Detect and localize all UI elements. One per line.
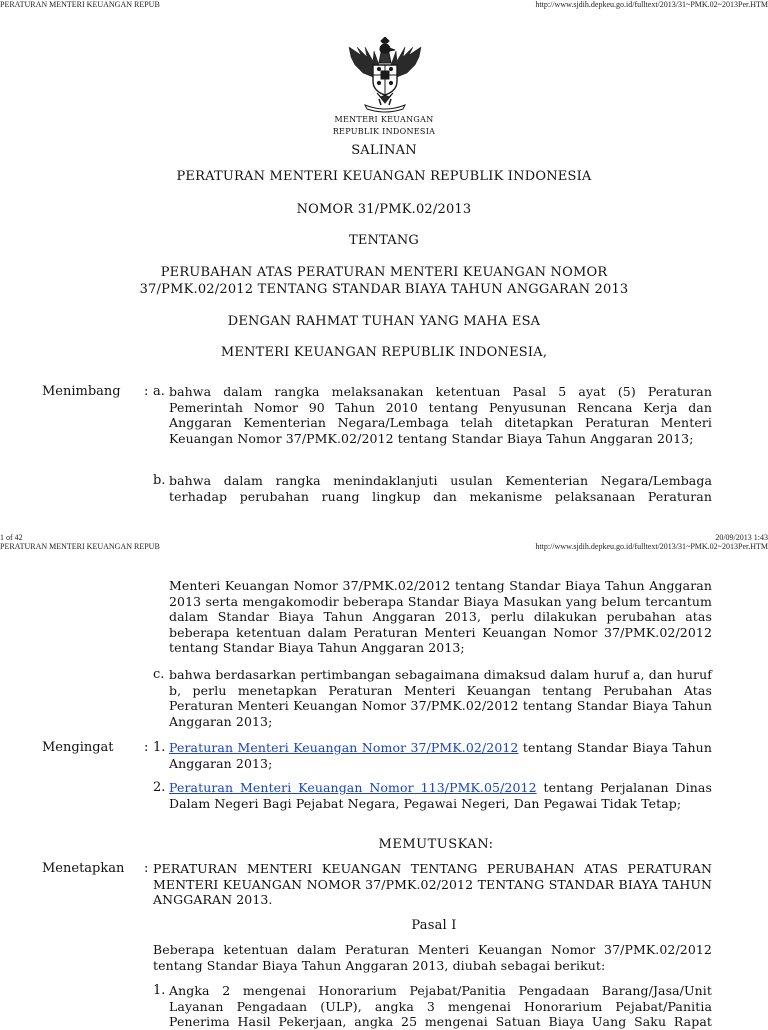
- regulation-title: PERATURAN MENTERI KEUANGAN REPUBLIK INDONESIA: [176, 169, 592, 184]
- rahmat-line: DENGAN RAHMAT TUHAN YANG MAHA ESA: [227, 314, 541, 329]
- subject-line-1: PERUBAHAN ATAS PERATURAN MENTERI KEUANGAN NOMOR: [160, 265, 608, 280]
- menimbang-b-text-page2: Menteri Keuangan Nomor 37/PMK.02/2012 tentang Standar Biaya Tahun Anggaran 2013 serta mengakomodir beberapa Standar Biaya Masukan yang belum tercantum dalam Standar Biaya Tahun Anggaran 2013, perlu dilakukan perubahan atas beberapa ketentuan dalam Peraturan Menteri Keuangan Nomor 37/PMK.02/2012 tentang Standar Biaya Tahun Anggaran 2013;: [169, 578, 712, 655]
- mengingat-item-1: [169, 740, 712, 771]
- print-header-url-page2[interactable]: http://www.sjdih.depkeu.go.id/fulltext/2013/31~PMK.02~2013Per.HTM: [535, 542, 768, 551]
- mengingat-1-link[interactable]: Peraturan Menteri Keuangan Nomor 37/PMK.02/2012: [169, 740, 519, 755]
- mengingat-item-2: [169, 780, 712, 811]
- print-footer-page: 1 of 42: [0, 533, 23, 542]
- mengingat-1-rest: tentang Standar Biaya Tahun Anggaran 2013;: [169, 740, 712, 771]
- pasal-intro: Beberapa ketentuan dalam Peraturan Menteri Keuangan Nomor 37/PMK.02/2012 tentang Standar Biaya Tahun Anggaran 2013, diubah sebagai berikut:: [153, 942, 712, 973]
- mengingat-colon: :: [144, 740, 149, 755]
- salinan-label: SALINAN: [351, 143, 417, 158]
- emblem-caption-line2: REPUBLIK INDONESIA: [332, 127, 436, 136]
- mengingat-label: Mengingat: [42, 740, 114, 755]
- pasal-item-1-text: Angka 2 mengenai Honorarium Pejabat/Panitia Pengadaan Barang/Jasa/Unit Layanan Pengadaan (ULP), angka 3 mengenai Honorarium Pejabat/Panitia Penerima Hasil Pekerjaan, angka 25 mengenai Satuan Biaya Uang Saku Rapat: [169, 983, 712, 1029]
- pasal-heading: Pasal I: [411, 918, 457, 933]
- mengingat-2-rest: tentang Perjalanan Dinas Dalam Negeri Bagi Pejabat Negara, Pegawai Negeri, Dan Pegawai Tidak Tetap;: [169, 780, 712, 811]
- garuda-emblem-icon: [343, 37, 427, 113]
- menimbang-colon: :: [144, 384, 149, 399]
- mengingat-1-number: 1.: [153, 740, 166, 755]
- mengingat-2-link[interactable]: Peraturan Menteri Keuangan Nomor 113/PMK.05/2012: [169, 780, 537, 795]
- memutuskan-heading: MEMUTUSKAN:: [378, 837, 494, 852]
- menetapkan-text: PERATURAN MENTERI KEUANGAN TENTANG PERUBAHAN ATAS PERATURAN MENTERI KEUANGAN NOMOR 37/PMK.02/2012 TENTANG STANDAR BIAYA TAHUN ANGGARAN 2013.: [153, 861, 712, 907]
- emblem-caption-line1: MENTERI KEUANGAN: [334, 115, 434, 124]
- menetapkan-label: Menetapkan: [42, 861, 125, 876]
- tentang-heading: TENTANG: [348, 233, 420, 248]
- minister-line: MENTERI KEUANGAN REPUBLIK INDONESIA,: [220, 345, 548, 360]
- pasal-item-1-number: 1.: [153, 983, 166, 998]
- print-header-url[interactable]: http://www.sjdih.depkeu.go.id/fulltext/2013/31~PMK.02~2013Per.HTM: [535, 0, 768, 9]
- regulation-number: NOMOR 31/PMK.02/2013: [296, 202, 472, 217]
- print-footer-timestamp: 20/09/2013 1:43: [715, 533, 768, 542]
- menimbang-a-text: bahwa dalam rangka melaksanakan ketentuan Pasal 5 ayat (5) Peraturan Pemerintah Nomor 90 Tahun 2010 tentang Penyusunan Rencana Kerja dan Anggaran Kementerian Negara/Lembaga telah ditetapkan Peraturan Menteri Keuangan Nomor 37/PMK.02/2012 tentang Standar Biaya Tahun Anggaran 2013;: [169, 384, 712, 446]
- menimbang-c-text: bahwa berdasarkan pertimbangan sebagaimana dimaksud dalam huruf a, dan huruf b, perlu menetapkan Peraturan Menteri Keuangan tentang Perubahan Atas Peraturan Menteri Keuangan Nomor 37/PMK.02/2012 tentang Standar Biaya Tahun Anggaran 2013;: [169, 667, 712, 729]
- print-header-title: PERATURAN MENTERI KEUANGAN REPUB: [0, 0, 160, 9]
- menimbang-label: Menimbang: [42, 384, 121, 399]
- print-header-title-page2: PERATURAN MENTERI KEUANGAN REPUB: [0, 542, 160, 551]
- subject-line-2: 37/PMK.02/2012 TENTANG STANDAR BIAYA TAHUN ANGGARAN 2013: [139, 282, 629, 297]
- menetapkan-colon: :: [144, 861, 149, 876]
- menimbang-b-letter: b.: [153, 473, 166, 488]
- menimbang-a-letter: a.: [153, 384, 165, 399]
- menimbang-b-text-page1: bahwa dalam rangka menindaklanjuti usulan Kementerian Negara/Lembaga terhadap perubahan ruang lingkup dan mekanisme pelaksanaan Peraturan: [169, 473, 712, 504]
- menimbang-c-letter: c.: [153, 667, 165, 682]
- mengingat-2-number: 2.: [153, 780, 166, 795]
